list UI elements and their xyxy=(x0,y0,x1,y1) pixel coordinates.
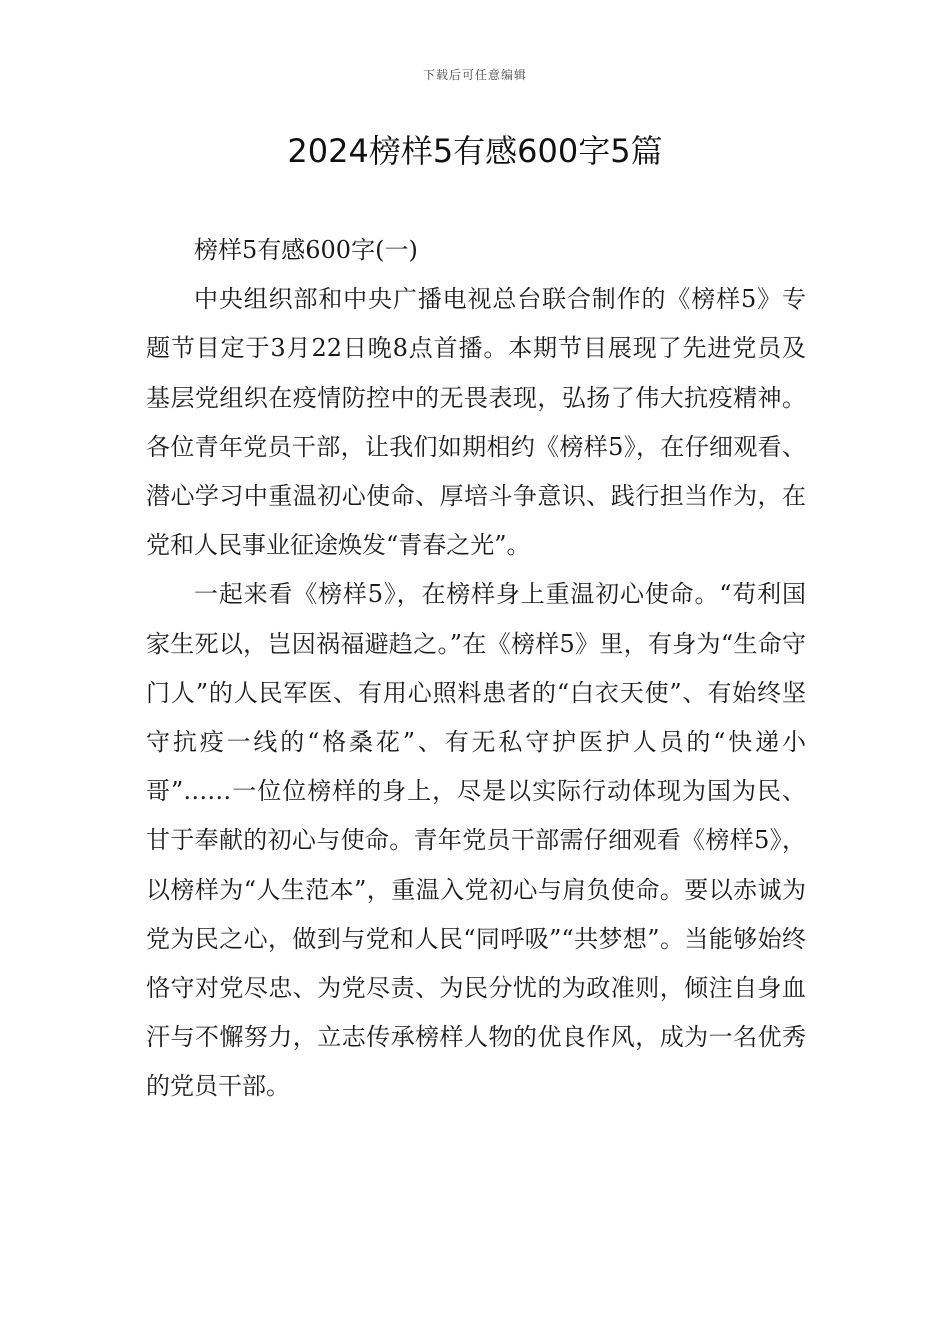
body-paragraph: 一起来看《榜样5》，在榜样身上重温初心使命。“苟利国家生死以，岂因祸福避趋之。”在《榜样5》里，有身为“生命守门人”的人民军医、有用心照料患者的“白衣天使”、有始终坚守抗疫一线的“格桑花”、有无私守护医护人员的“快递小哥”……一位位榜样的身上，尽是以实际行动体现为国为民、甘于奉献的初心与使命。青年党员干部需仔细观看《榜样5》，以榜样为“人生范本”，重温入党初心与肩负使命。要以赤诚为党为民之心，做到与党和人民“同呼吸”“共梦想”。当能够始终恪守对党尽忠、为党尽责、为民分忧的为政准则，倾注自身血汗与不懈努力，立志传承榜样人物的优良作风，成为一名优秀的党员干部。 xyxy=(146,580,806,1101)
document-body xyxy=(146,226,806,1112)
header-note: 下载后可任意编辑 xyxy=(422,68,527,82)
section-heading: 榜样5有感600字(一) xyxy=(194,236,418,264)
document-title: 2024榜样5有感600字5篇 xyxy=(287,132,663,170)
body-paragraph: 中央组织部和中央广播电视总台联合制作的《榜样5》专题节目定于3月22日晚8点首播。本期节目展现了先进党员及基层党组织在疫情防控中的无畏表现，弘扬了伟大抗疫精神。各位青年党员干部，让我们如期相约《榜样5》，在仔细观看、潜心学习中重温初心使命、厚培斗争意识、践行担当作为，在党和人民事业征途焕发“青春之光”。 xyxy=(146,285,806,560)
